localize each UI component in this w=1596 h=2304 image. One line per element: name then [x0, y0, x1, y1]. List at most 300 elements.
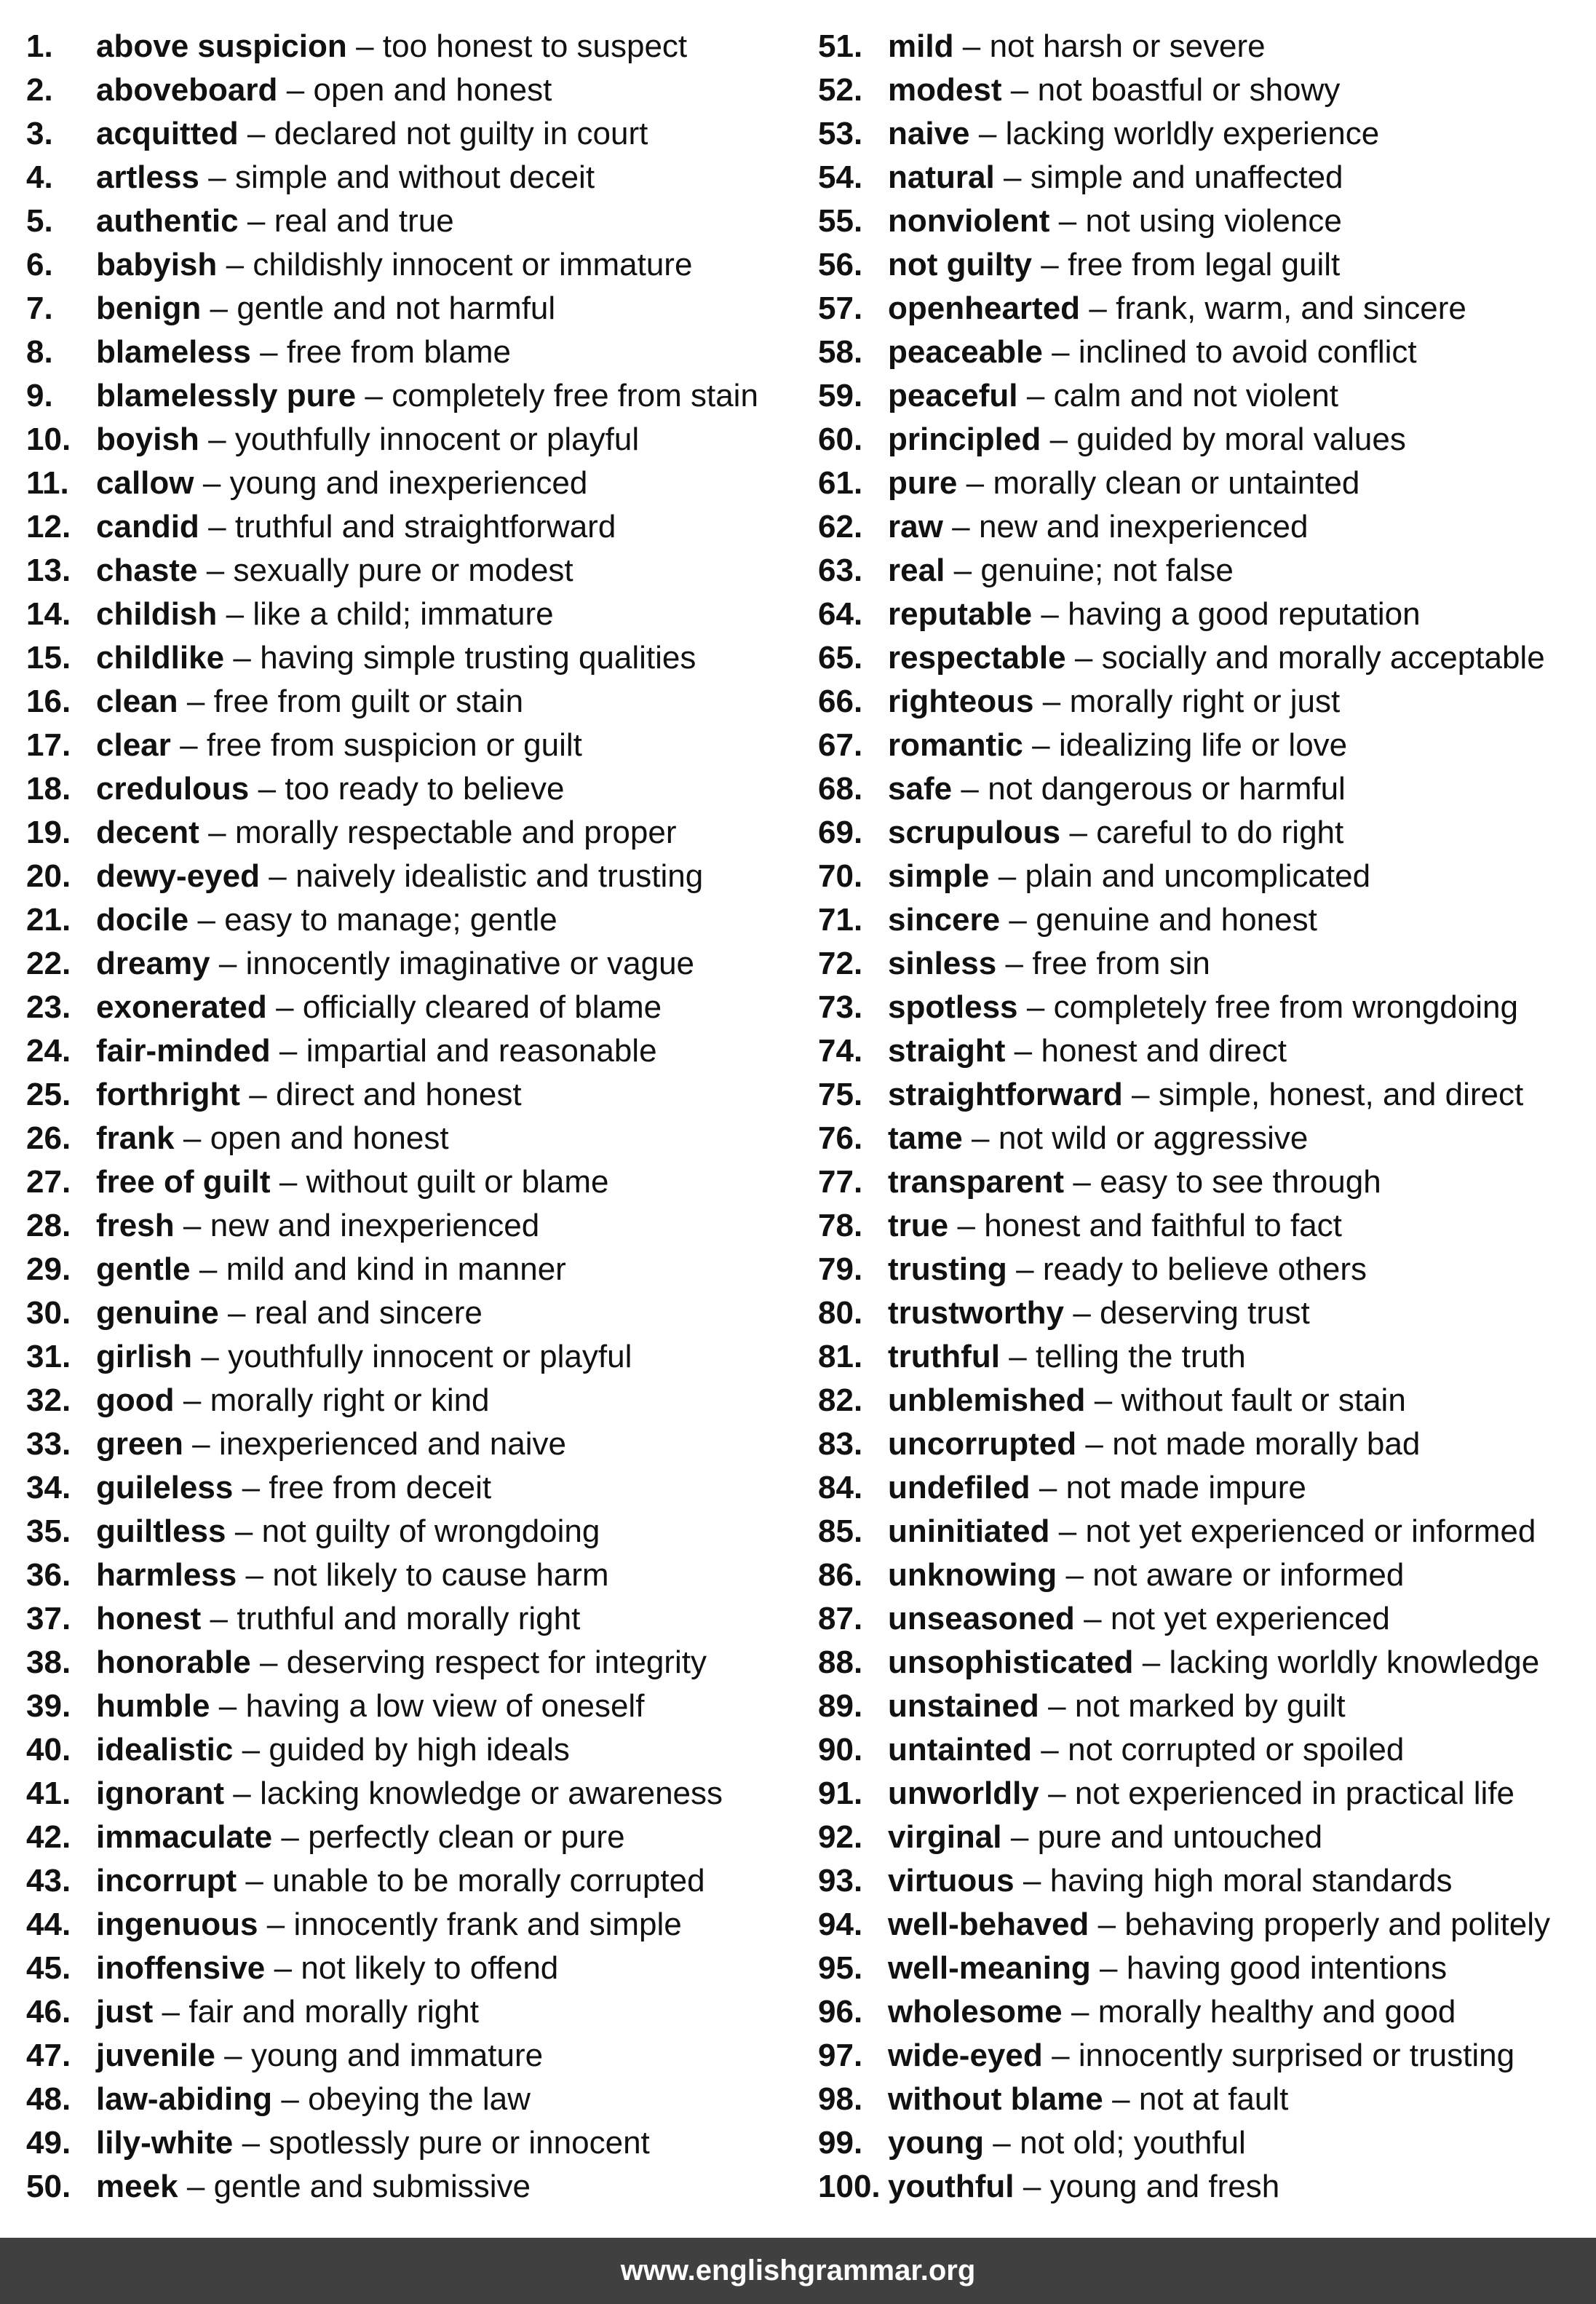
item-number: 46.	[26, 1994, 71, 2030]
item-number: 4.	[26, 159, 53, 195]
item-number: 3.	[26, 116, 53, 151]
item-term: forthright	[96, 1077, 240, 1112]
item-number: 88.	[818, 1644, 863, 1680]
item-term: uncorrupted	[888, 1426, 1077, 1462]
item-number: 94.	[818, 1907, 863, 1942]
item-number: 92.	[818, 1819, 863, 1855]
item-definition: morally healthy and good	[1097, 1994, 1456, 2030]
list-item	[26, 330, 805, 374]
list-item	[818, 2121, 1596, 2165]
item-term: dreamy	[96, 946, 210, 981]
item-term: without blame	[888, 2081, 1103, 2117]
list-item	[26, 1903, 805, 1947]
item-term: law-abiding	[96, 2081, 272, 2117]
item-definition: young and inexperienced	[229, 465, 588, 501]
list-item	[818, 1248, 1596, 1291]
item-term: guileless	[96, 1470, 234, 1505]
item-definition: having high moral standards	[1049, 1863, 1453, 1899]
item-separator: –	[1084, 1601, 1102, 1636]
item-definition: easy to manage; gentle	[224, 902, 557, 938]
item-number: 24.	[26, 1033, 71, 1069]
list-item	[818, 1335, 1596, 1379]
item-number: 61.	[818, 465, 863, 501]
item-term: good	[96, 1382, 175, 1418]
item-separator: –	[247, 116, 266, 151]
item-separator: –	[1074, 640, 1093, 676]
item-term: ignorant	[96, 1775, 224, 1811]
item-number: 9.	[26, 378, 53, 413]
item-term: harmless	[96, 1557, 237, 1593]
item-number: 75.	[818, 1077, 863, 1112]
item-separator: –	[228, 1295, 246, 1331]
item-separator: –	[206, 553, 225, 588]
list-item	[26, 243, 805, 287]
item-definition: truthful and straightforward	[234, 509, 616, 545]
item-term: trustworthy	[888, 1295, 1064, 1331]
item-definition: not marked by guilt	[1074, 1688, 1346, 1724]
item-separator: –	[365, 378, 383, 413]
list-item	[26, 25, 805, 68]
item-definition: lacking worldly knowledge	[1169, 1644, 1540, 1680]
item-definition: free from deceit	[269, 1470, 492, 1505]
item-definition: behaving properly and politely	[1124, 1907, 1551, 1942]
list-item	[26, 2165, 805, 2209]
list-item	[26, 1728, 805, 1772]
item-term: romantic	[888, 727, 1023, 763]
item-definition: not experienced in practical life	[1074, 1775, 1515, 1811]
item-term: benign	[96, 290, 202, 326]
word-list	[0, 25, 1596, 2204]
item-definition: guided by moral values	[1076, 421, 1406, 457]
item-separator: –	[1089, 290, 1107, 326]
item-separator: –	[245, 1863, 263, 1899]
item-definition: not dangerous or harmful	[988, 771, 1346, 807]
item-number: 38.	[26, 1644, 71, 1680]
item-term: honest	[96, 1601, 202, 1636]
item-separator: –	[1058, 203, 1077, 239]
item-number: 40.	[26, 1732, 71, 1767]
item-definition: inexperienced and naive	[218, 1426, 566, 1462]
item-definition: not likely to cause harm	[272, 1557, 609, 1593]
item-term: pure	[888, 465, 958, 501]
item-separator: –	[186, 684, 205, 719]
list-item	[818, 1466, 1596, 1510]
item-number: 58.	[818, 334, 863, 370]
item-separator: –	[1073, 1295, 1091, 1331]
item-definition: free from sin	[1032, 946, 1210, 981]
item-definition: not made morally bad	[1112, 1426, 1421, 1462]
item-term: trusting	[888, 1251, 1007, 1287]
item-number: 17.	[26, 727, 71, 763]
list-item	[26, 1990, 805, 2034]
item-separator: –	[210, 290, 228, 326]
list-item	[26, 1335, 805, 1379]
list-item	[26, 374, 805, 418]
item-number: 89.	[818, 1688, 863, 1724]
item-separator: –	[201, 1339, 219, 1374]
item-term: aboveboard	[96, 72, 278, 108]
item-definition: guided by high ideals	[269, 1732, 570, 1767]
item-term: authentic	[96, 203, 239, 239]
list-item	[26, 986, 805, 1029]
item-number: 54.	[818, 159, 863, 195]
item-term: callow	[96, 465, 194, 501]
item-term: wide-eyed	[888, 2038, 1043, 2073]
item-number: 86.	[818, 1557, 863, 1593]
item-definition: completely free from wrongdoing	[1053, 989, 1518, 1025]
item-separator: –	[952, 509, 970, 545]
item-separator: –	[1094, 1382, 1113, 1418]
item-separator: –	[1112, 2081, 1130, 2117]
list-item	[26, 1553, 805, 1597]
item-separator: –	[1005, 946, 1024, 981]
list-item	[26, 112, 805, 156]
item-definition: deserving trust	[1100, 1295, 1310, 1331]
item-number: 57.	[818, 290, 863, 326]
item-number: 32.	[26, 1382, 71, 1418]
item-term: simple	[888, 858, 990, 894]
item-number: 35.	[26, 1513, 71, 1549]
item-separator: –	[356, 28, 374, 64]
item-separator: –	[208, 421, 226, 457]
item-term: sincere	[888, 902, 1001, 938]
item-definition: having simple trusting qualities	[260, 640, 696, 676]
list-item	[26, 1947, 805, 1990]
item-term: unworldly	[888, 1775, 1039, 1811]
item-definition: simple and unaffected	[1030, 159, 1343, 195]
item-term: free of guilt	[96, 1164, 271, 1200]
list-item	[26, 1117, 805, 1160]
item-term: honorable	[96, 1644, 251, 1680]
list-item	[26, 462, 805, 505]
item-separator: –	[1041, 596, 1059, 632]
item-definition: not aware or informed	[1092, 1557, 1405, 1593]
item-definition: too honest to suspect	[382, 28, 688, 64]
item-term: inoffensive	[96, 1950, 266, 1986]
item-term: straight	[888, 1033, 1006, 1069]
item-number: 20.	[26, 858, 71, 894]
item-separator: –	[1026, 989, 1045, 1025]
item-definition: free from suspicion or guilt	[206, 727, 582, 763]
item-number: 16.	[26, 684, 71, 719]
item-separator: –	[286, 72, 305, 108]
item-definition: deserving respect for integrity	[286, 1644, 707, 1680]
item-separator: –	[281, 2081, 299, 2117]
list-item	[818, 1117, 1596, 1160]
item-definition: new and inexperienced	[210, 1208, 540, 1243]
item-definition: too ready to believe	[285, 771, 565, 807]
item-definition: open and honest	[313, 72, 552, 108]
item-definition: mild and kind in manner	[226, 1251, 566, 1287]
item-number: 74.	[818, 1033, 863, 1069]
item-definition: having good intentions	[1126, 1950, 1448, 1986]
item-definition: calm and not violent	[1053, 378, 1338, 413]
item-term: openhearted	[888, 290, 1081, 326]
item-number: 80.	[818, 1295, 863, 1331]
item-definition: real and true	[274, 203, 454, 239]
item-number: 31.	[26, 1339, 71, 1374]
item-term: peaceful	[888, 378, 1018, 413]
item-number: 50.	[26, 2169, 71, 2204]
item-term: idealistic	[96, 1732, 234, 1767]
list-item	[26, 199, 805, 243]
item-number: 79.	[818, 1251, 863, 1287]
list-item	[26, 2078, 805, 2121]
item-term: just	[96, 1994, 154, 2030]
item-number: 98.	[818, 2081, 863, 2117]
item-number: 10.	[26, 421, 71, 457]
item-number: 70.	[818, 858, 863, 894]
item-number: 42.	[26, 1819, 71, 1855]
list-item	[818, 680, 1596, 724]
item-separator: –	[180, 727, 198, 763]
item-definition: having a low view of oneself	[245, 1688, 645, 1724]
item-definition: young and fresh	[1049, 2169, 1280, 2204]
item-term: acquitted	[96, 116, 239, 151]
list-item	[26, 418, 805, 462]
list-item	[26, 680, 805, 724]
item-term: girlish	[96, 1339, 193, 1374]
list-item	[818, 2165, 1596, 2209]
item-number: 82.	[818, 1382, 863, 1418]
item-term: righteous	[888, 684, 1034, 719]
item-definition: innocently surprised or trusting	[1078, 2038, 1515, 2073]
item-term: lily-white	[96, 2125, 234, 2161]
list-item	[26, 1160, 805, 1204]
item-definition: naively idealistic and trusting	[295, 858, 704, 894]
item-separator: –	[199, 1251, 218, 1287]
item-separator: –	[224, 2038, 242, 2073]
item-number: 71.	[818, 902, 863, 938]
item-number: 44.	[26, 1907, 71, 1942]
item-term: uninitiated	[888, 1513, 1050, 1549]
list-item	[818, 2078, 1596, 2121]
item-number: 49.	[26, 2125, 71, 2161]
item-number: 84.	[818, 1470, 863, 1505]
item-definition: not made impure	[1065, 1470, 1306, 1505]
item-definition: obeying the law	[308, 2081, 531, 2117]
item-separator: –	[1142, 1644, 1161, 1680]
item-definition: not at fault	[1138, 2081, 1289, 2117]
item-separator: –	[279, 1033, 298, 1069]
list-item	[26, 724, 805, 767]
item-term: true	[888, 1208, 949, 1243]
item-number: 100.	[818, 2169, 881, 2204]
item-definition: idealizing life or love	[1058, 727, 1348, 763]
item-definition: unable to be morally corrupted	[272, 1863, 705, 1899]
list-item	[818, 418, 1596, 462]
item-separator: –	[1097, 1907, 1116, 1942]
item-definition: not harsh or severe	[989, 28, 1266, 64]
item-separator: –	[218, 946, 237, 981]
list-item	[26, 1248, 805, 1291]
item-definition: not guilty of wrongdoing	[261, 1513, 600, 1549]
item-separator: –	[1069, 815, 1087, 850]
item-separator: –	[1009, 1339, 1027, 1374]
item-definition: youthfully innocent or playful	[234, 421, 640, 457]
item-term: childish	[96, 596, 218, 632]
list-item	[26, 636, 805, 680]
item-definition: childishly innocent or immature	[253, 247, 693, 282]
list-item	[818, 462, 1596, 505]
list-item	[818, 1379, 1596, 1422]
item-number: 93.	[818, 1863, 863, 1899]
item-definition: youthfully innocent or playful	[228, 1339, 632, 1374]
item-separator: –	[1032, 727, 1050, 763]
item-definition: fair and morally right	[188, 1994, 479, 2030]
item-separator: –	[260, 334, 278, 370]
item-definition: gentle and not harmful	[237, 290, 556, 326]
item-separator: –	[1085, 1426, 1103, 1462]
item-number: 76.	[818, 1120, 863, 1156]
item-term: respectable	[888, 640, 1066, 676]
item-term: straightforward	[888, 1077, 1123, 1112]
list-item	[818, 1553, 1596, 1597]
item-number: 22.	[26, 946, 71, 981]
item-separator: –	[242, 1732, 261, 1767]
item-separator: –	[1132, 1077, 1150, 1112]
item-separator: –	[208, 159, 226, 195]
item-number: 77.	[818, 1164, 863, 1200]
item-separator: –	[1039, 1470, 1057, 1505]
item-term: green	[96, 1426, 183, 1462]
item-separator: –	[260, 1644, 278, 1680]
item-separator: –	[192, 1426, 210, 1462]
item-number: 87.	[818, 1601, 863, 1636]
list-item	[26, 2121, 805, 2165]
list-item	[818, 112, 1596, 156]
item-term: unknowing	[888, 1557, 1057, 1593]
item-separator: –	[245, 1557, 264, 1593]
list-item	[818, 549, 1596, 593]
list-item	[818, 767, 1596, 811]
item-term: genuine	[96, 1295, 219, 1331]
item-term: fresh	[96, 1208, 175, 1243]
list-item	[26, 767, 805, 811]
item-number: 99.	[818, 2125, 863, 2161]
item-number: 37.	[26, 1601, 71, 1636]
item-definition: real and sincere	[254, 1295, 483, 1331]
item-definition: morally clean or untainted	[993, 465, 1360, 501]
item-separator: –	[183, 1382, 202, 1418]
item-term: scrupulous	[888, 815, 1061, 850]
item-separator: –	[210, 1601, 229, 1636]
item-term: juvenile	[96, 2038, 215, 2073]
item-definition: not yet experienced or informed	[1085, 1513, 1536, 1549]
list-item	[818, 1772, 1596, 1816]
item-separator: –	[1049, 421, 1068, 457]
list-item	[26, 942, 805, 986]
item-term: decent	[96, 815, 199, 850]
item-separator: –	[258, 771, 277, 807]
item-number: 33.	[26, 1426, 71, 1462]
item-number: 64.	[818, 596, 863, 632]
item-separator: –	[1071, 1994, 1089, 2030]
item-separator: –	[1023, 1863, 1041, 1899]
item-term: transparent	[888, 1164, 1065, 1200]
item-definition: inclined to avoid conflict	[1078, 334, 1417, 370]
list-item	[818, 1597, 1596, 1641]
item-number: 18.	[26, 771, 71, 807]
item-term: childlike	[96, 640, 225, 676]
list-item	[26, 1204, 805, 1248]
item-definition: free from blame	[286, 334, 512, 370]
list-item	[26, 1597, 805, 1641]
item-separator: –	[276, 989, 294, 1025]
item-term: above suspicion	[96, 28, 347, 64]
item-term: immaculate	[96, 1819, 273, 1855]
item-number: 51.	[818, 28, 863, 64]
item-separator: –	[242, 2125, 261, 2161]
list-item	[26, 549, 805, 593]
list-item	[26, 1641, 805, 1685]
item-separator: –	[249, 1077, 267, 1112]
list-item	[818, 2034, 1596, 2078]
list-item	[818, 68, 1596, 112]
footer-website-text: www.englishgrammar.org	[620, 2254, 976, 2287]
list-item	[818, 1859, 1596, 1903]
item-term: natural	[888, 159, 995, 195]
item-definition: sexually pure or modest	[233, 553, 573, 588]
item-definition: not yet experienced	[1110, 1601, 1390, 1636]
list-item	[26, 1379, 805, 1422]
item-definition: genuine; not false	[980, 553, 1234, 588]
item-separator: –	[1009, 902, 1027, 938]
list-item	[818, 1903, 1596, 1947]
item-term: frank	[96, 1120, 175, 1156]
item-number: 55.	[818, 203, 863, 239]
item-term: chaste	[96, 553, 198, 588]
item-term: well-behaved	[888, 1907, 1089, 1942]
list-item	[26, 2034, 805, 2078]
item-separator: –	[1048, 1775, 1066, 1811]
item-definition: not wild or aggressive	[998, 1120, 1309, 1156]
list-item	[818, 1816, 1596, 1859]
item-definition: honest and faithful to fact	[984, 1208, 1342, 1243]
item-separator: –	[1042, 684, 1061, 719]
list-item	[818, 1291, 1596, 1335]
item-number: 48.	[26, 2081, 71, 2117]
item-number: 78.	[818, 1208, 863, 1243]
item-term: youthful	[888, 2169, 1015, 2204]
item-definition: lacking worldly experience	[1005, 116, 1380, 151]
item-term: guiltless	[96, 1513, 226, 1549]
item-number: 67.	[818, 727, 863, 763]
item-definition: like a child; immature	[253, 596, 554, 632]
list-item	[818, 243, 1596, 287]
item-definition: innocently frank and simple	[293, 1907, 682, 1942]
item-term: incorrupt	[96, 1863, 237, 1899]
item-definition: not likely to offend	[301, 1950, 559, 1986]
list-item	[26, 811, 805, 855]
item-definition: frank, warm, and sincere	[1116, 290, 1466, 326]
item-term: young	[888, 2125, 984, 2161]
item-term: raw	[888, 509, 943, 545]
item-definition: not using violence	[1085, 203, 1342, 239]
item-separator: –	[234, 1513, 253, 1549]
left-column	[26, 25, 805, 2209]
item-term: peaceable	[888, 334, 1043, 370]
item-definition: impartial and reasonable	[306, 1033, 657, 1069]
item-definition: without guilt or blame	[306, 1164, 609, 1200]
item-separator: –	[281, 1819, 299, 1855]
item-number: 28.	[26, 1208, 71, 1243]
item-definition: truthful and morally right	[237, 1601, 581, 1636]
item-term: virginal	[888, 1819, 1002, 1855]
list-item	[26, 1859, 805, 1903]
list-item	[26, 1466, 805, 1510]
item-separator: –	[1048, 1688, 1066, 1724]
